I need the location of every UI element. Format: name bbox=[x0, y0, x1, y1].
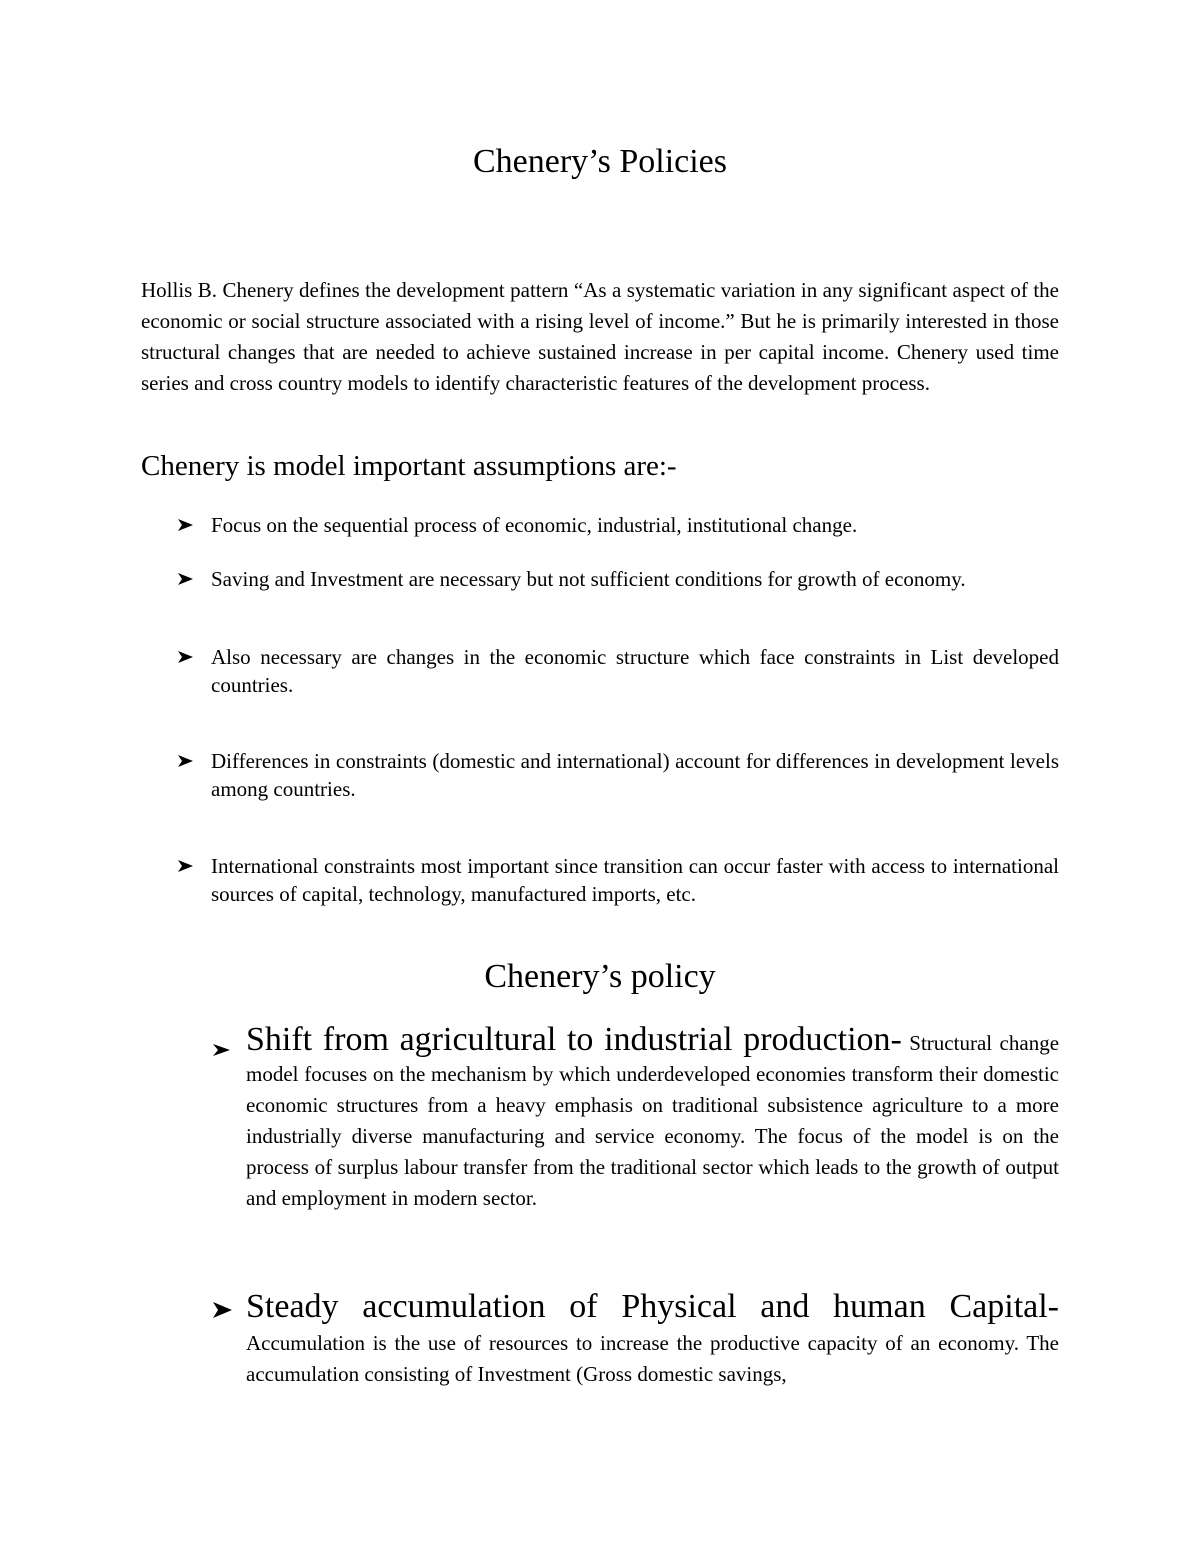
list-item-text: Differences in constraints (domestic and international) account for differences in development levels among countries. bbox=[211, 749, 1059, 801]
policy-item-first-word: Structural bbox=[909, 1031, 993, 1055]
list-item-text: Also necessary are changes in the economic structure which face constraints in List developed countries. bbox=[211, 645, 1059, 697]
arrow-bullet-icon bbox=[210, 1296, 236, 1324]
policy-item bbox=[210, 1286, 1059, 1390]
arrow-bullet-icon bbox=[175, 511, 197, 539]
policy-item-heading: Steady accumulation of Physical and human Capital- bbox=[246, 1288, 1059, 1325]
list-item bbox=[175, 747, 1059, 803]
list-item bbox=[175, 511, 1059, 539]
list-item bbox=[175, 565, 1059, 593]
document-title: Chenery’s Policies bbox=[472, 143, 728, 180]
intro-paragraph: Hollis B. Chenery defines the development pattern “As a systematic variation in any significant aspect of the economic or social structure associated with a rising level of income.” But he is primarily interested in those structural changes that are needed to achieve sustained increase in per capital income. Chenery used time series and cross country models to identify characteristic features of the development process. bbox=[141, 278, 1059, 395]
arrow-bullet-icon bbox=[175, 565, 197, 593]
arrow-bullet-icon bbox=[175, 747, 197, 775]
list-item-text: Focus on the sequential process of economic, industrial, institutional change. bbox=[211, 513, 858, 537]
policy-item-heading: Shift from agricultural to industrial production- bbox=[246, 1021, 902, 1058]
policy-item bbox=[210, 1021, 1060, 1214]
list-item-text: International constraints most important since transition can occur faster with access to international sources of capital, technology, manufactured imports, etc. bbox=[211, 854, 1059, 906]
list-item bbox=[175, 643, 1059, 699]
list-item bbox=[175, 852, 1059, 908]
arrow-bullet-icon bbox=[210, 1036, 236, 1064]
policy-item-body: change model focuses on the mechanism by which underdeveloped economies transform their domestic economic structures from a heavy emphasis on traditional subsistence agriculture to a more industrially diverse manufacturing and service economy. The focus of the model is on the process of surplus labour transfer from the traditional sector which leads to the growth of output and employment in modern sector. bbox=[246, 1031, 1060, 1210]
arrow-bullet-icon bbox=[175, 643, 197, 671]
assumptions-heading: Chenery is model important assumptions are:- bbox=[141, 450, 677, 482]
arrow-bullet-icon bbox=[175, 852, 197, 880]
policy-item-body: Accumulation is the use of resources to increase the productive capacity of an economy. The accumulation consisting of Investment (Gross domestic savings, bbox=[246, 1331, 1059, 1386]
list-item-text: Saving and Investment are necessary but not sufficient conditions for growth of economy. bbox=[211, 567, 966, 591]
policy-heading: Chenery’s policy bbox=[484, 958, 716, 995]
